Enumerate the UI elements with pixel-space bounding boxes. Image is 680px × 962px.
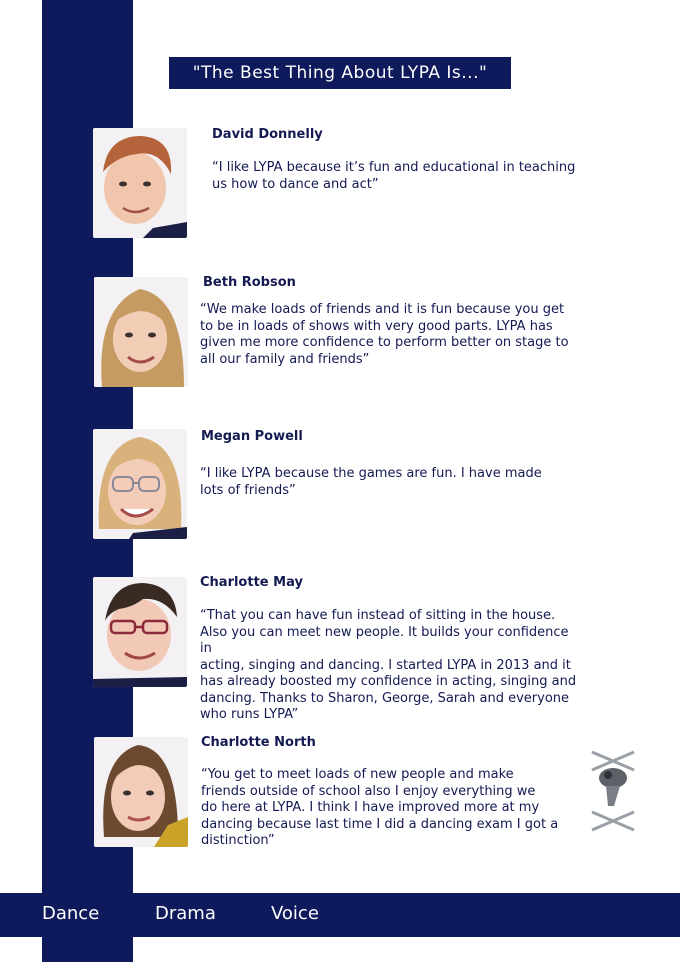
photo-david-donnelly — [93, 128, 187, 238]
entry-name: Charlotte North — [201, 735, 316, 750]
photo-beth-robson — [94, 277, 188, 387]
footer-bar — [0, 893, 680, 937]
entry-quote: “I like LYPA because the games are fun. I have made lots of friends” — [200, 466, 542, 498]
photo-charlotte-may — [93, 577, 187, 687]
entry-quote: “We make loads of friends and it is fun because you get to be in loads of shows with very good parts. LYPA has given me more confidence to perform better on stage to all our family and friends” — [200, 302, 569, 367]
entry-quote: “You get to meet loads of new people and make friends outside of school also I enjoy everything we do here at LYPA. I think I have improved more at my dancing because last time I did a dancing exam I got a distinction” — [201, 767, 559, 848]
photo-charlotte-north — [94, 737, 188, 847]
footer-item-dance: Dance — [42, 903, 100, 924]
entry-name: David Donnelly — [212, 127, 323, 142]
entry-quote: “I like LYPA because it’s fun and educational in teaching us how to dance and act” — [212, 160, 576, 192]
entry-name: Beth Robson — [203, 275, 296, 290]
footer-item-drama: Drama — [155, 903, 216, 924]
photo-megan-powell — [93, 429, 187, 539]
entry-name: Megan Powell — [201, 429, 303, 444]
entry-quote: “That you can have fun instead of sitting in the house. Also you can meet new people. It builds your confidence in acting, singing and dancing. I started LYPA in 2013 and it has already boosted my confidence in acting, singing and dancing. Thanks to Sharon, George, Sarah and everyone who runs LYPA” — [200, 608, 577, 722]
page-title: "The Best Thing About LYPA Is..." — [169, 57, 511, 89]
lypa-logo — [584, 748, 642, 836]
entry-name: Charlotte May — [200, 575, 303, 590]
footer-item-voice: Voice — [271, 903, 319, 924]
